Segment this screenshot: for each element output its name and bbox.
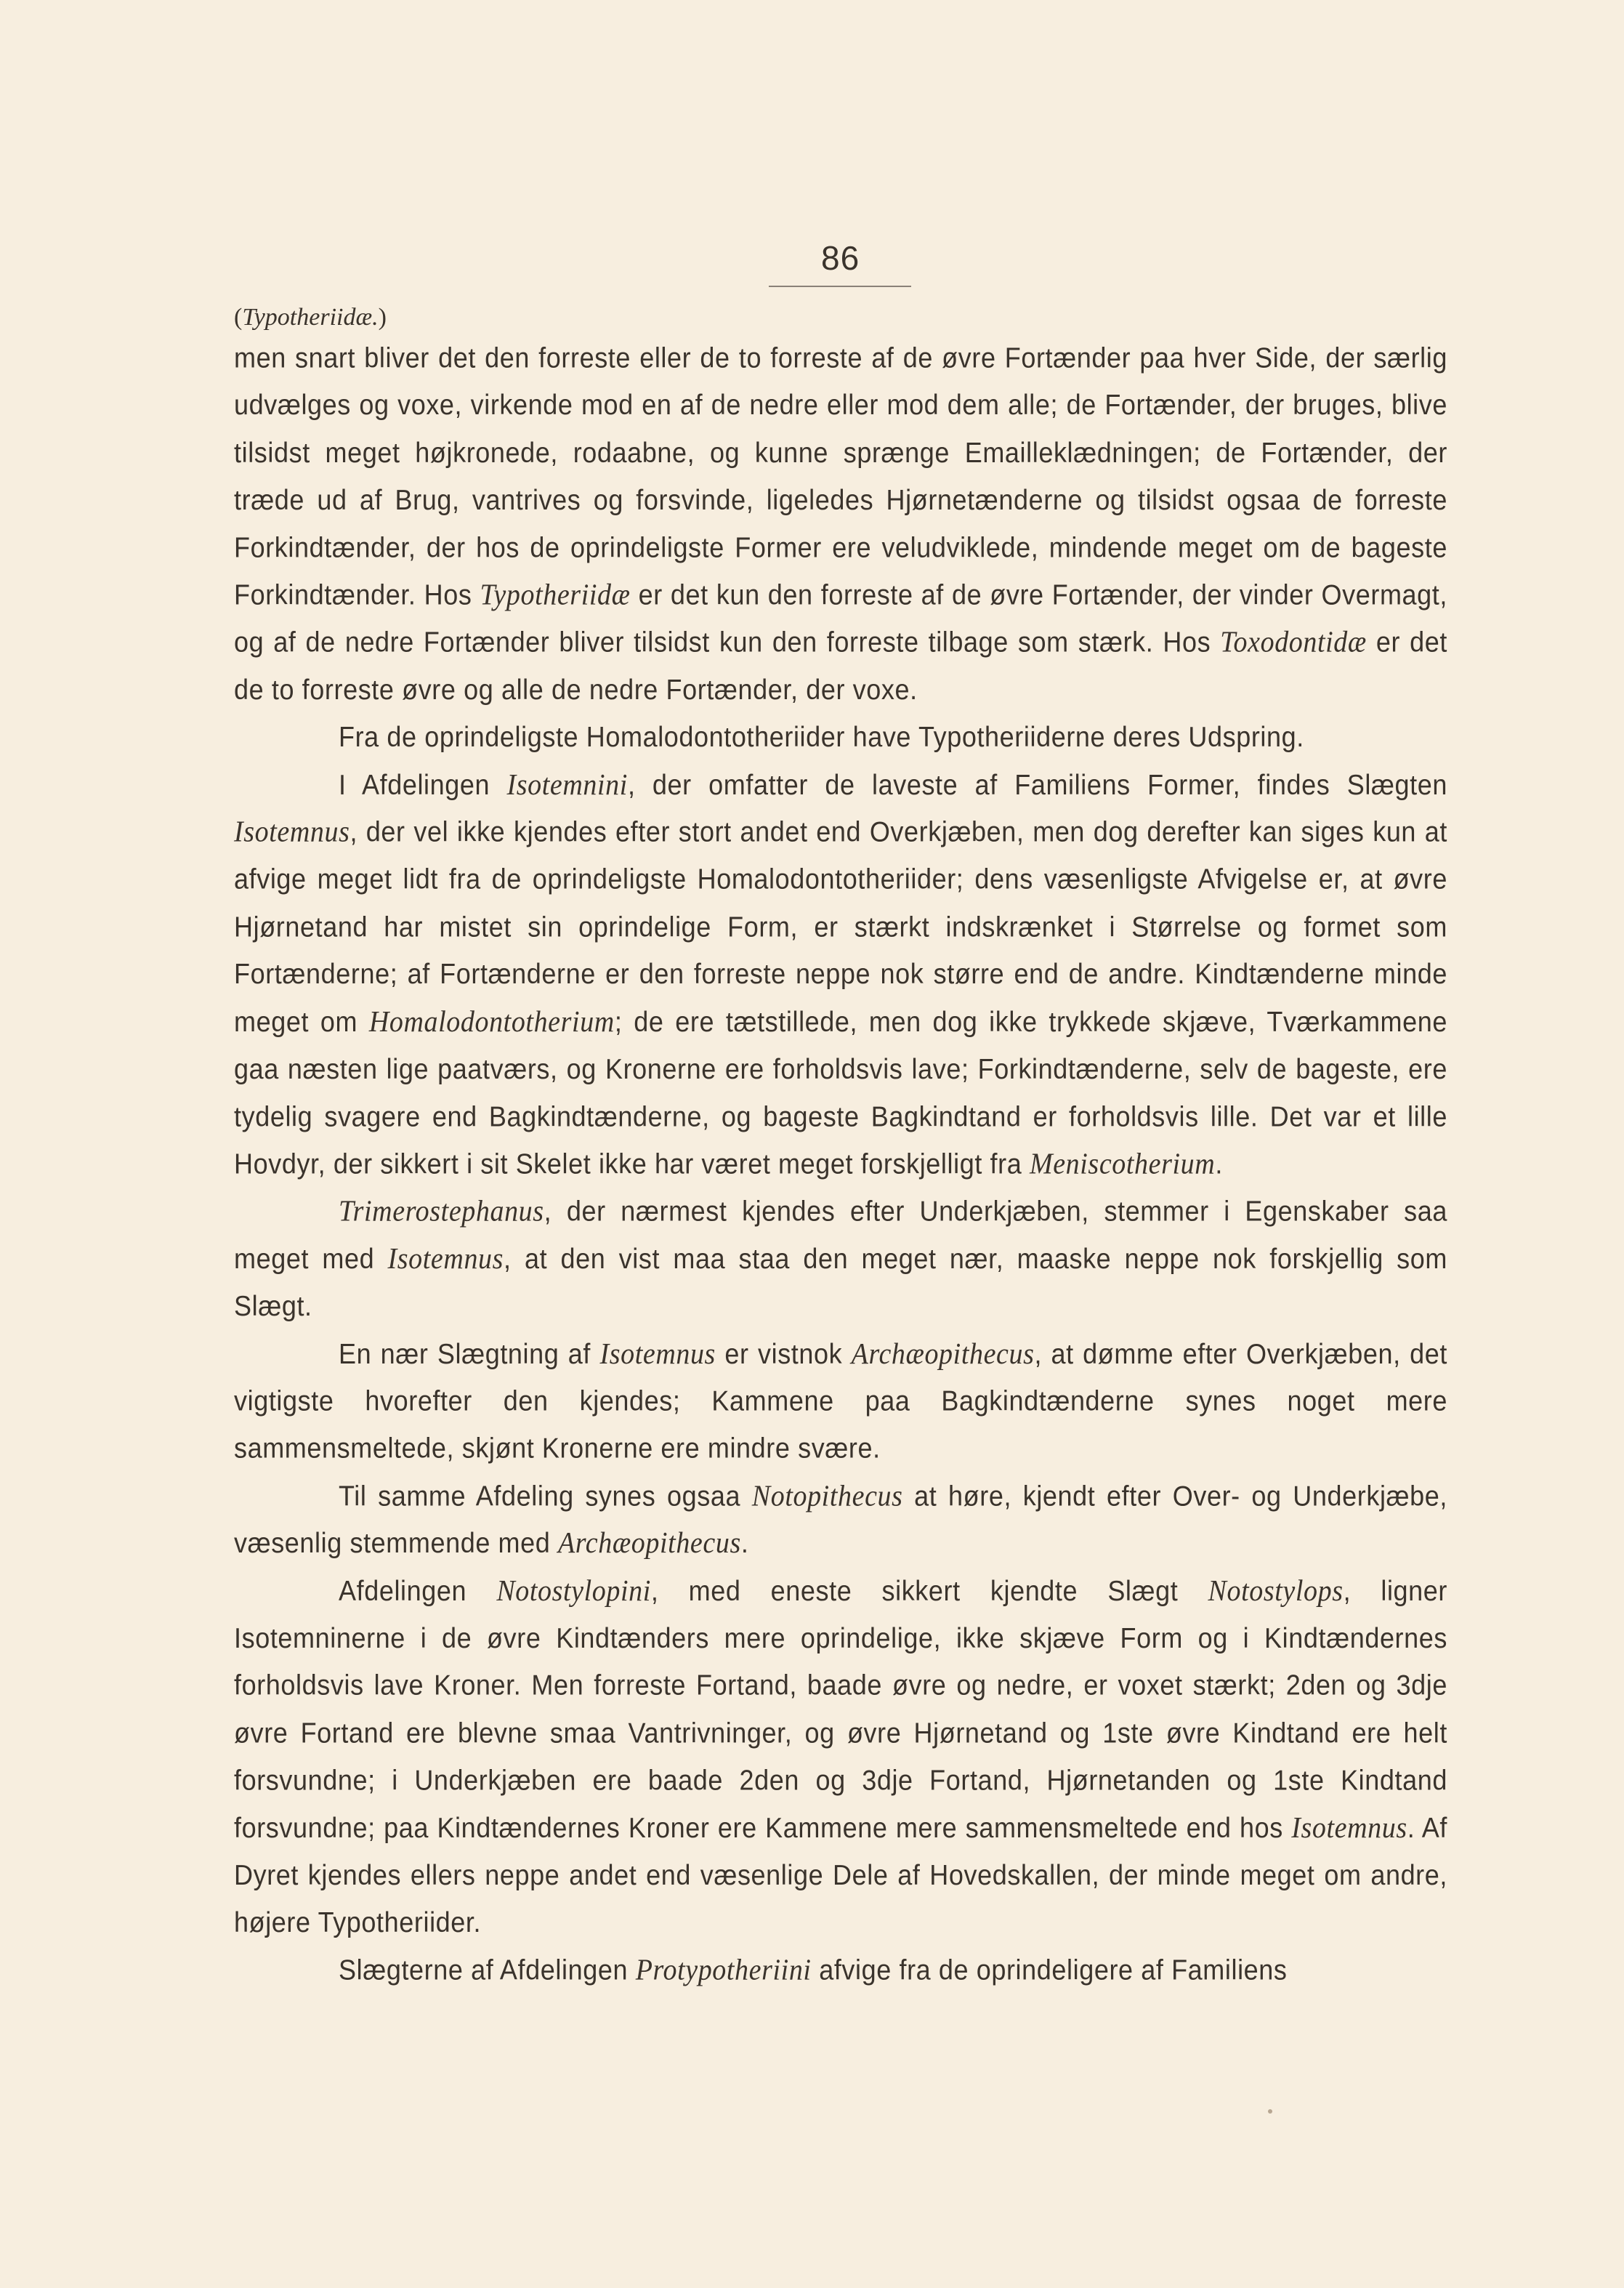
taxon-name: Typotheriidæ xyxy=(480,578,631,612)
text-run: men snart bliver det den forreste eller de to forreste af de øvre Fortænder paa hver Side, der særlig udvælges og voxe, virkende mod en af de nedre eller mod dem alle; de Fortænder, der bruges, blive tilsidst meget højkronede, rodaabne, og kunne sprænge Emailleklædningen; de Fortænder, der træde ud af Brug, vantrives og forsvinde, ligeledes Hjørnetænderne og tilsidst ogsaa de forreste Forkindtænder, der hos de oprindeligste Former ere veludviklede, mindende meget om de bageste Forkindtænder. Hos xyxy=(234,341,1447,611)
taxon-name: Archæopithecus xyxy=(851,1337,1035,1371)
text-run: er det kun den forreste af de øvre Fortænder, der vinder Overmagt, og af de nedre Fortænder bliver tilsidst kun den forreste tilbage som stærk. Hos xyxy=(234,578,1447,658)
text-run: , der omfatter de laveste af Familiens Former, findes Slægten xyxy=(627,768,1447,801)
text-run: En nær Slægtning af xyxy=(339,1337,600,1370)
taxon-name: Protypotheriini xyxy=(635,1953,812,1987)
text-run: afvige fra de oprindeligere af Familiens xyxy=(811,1953,1288,1986)
text-run: , at den vist maa staa den meget nær, maaske neppe nok forskjellig som Slægt. xyxy=(234,1242,1447,1322)
paragraph xyxy=(234,1188,1447,1330)
text-run: Fra de oprindeligste Homalodontotheriider have Typotheriiderne deres Udspring. xyxy=(339,720,1304,753)
taxon-name: Isotemnini xyxy=(506,768,628,802)
taxon-name: Isotemnus xyxy=(1291,1811,1407,1845)
text-run: , der vel ikke kjendes efter stort andet end Overkjæben, men dog derefter kan siges kun at afvige meget lidt fra de oprindeligste Homalodontotheriider; dens væsenligste Afvigelse er, at øvre Hjørnetand har mistet sin oprindelige Form, er stærkt indskrænket i Størrelse og formet som Fortænderne; af Fortænderne er den forreste neppe nok større end de andre. Kindtænderne minde meget om xyxy=(234,815,1447,1038)
text-run: , med eneste sikkert kjendte Slægt xyxy=(650,1574,1208,1607)
text-run: , der nærmest kjendes efter Underkjæben, stemmer i Egenskaber saa meget med xyxy=(234,1195,1447,1275)
taxon-name: Meniscotherium xyxy=(1029,1147,1216,1181)
taxon-name: Isotemnus xyxy=(387,1242,504,1276)
text-run: Til samme Afdeling synes ogsaa xyxy=(339,1479,752,1512)
body-text xyxy=(234,334,1447,1994)
text-run: er det de to forreste øvre og alle de nedre Fortænder, der voxe. xyxy=(234,626,1447,706)
text-run: , ligner Isotemninerne i de øvre Kindtænders mere oprindelige, ikke skjæve Form og i Kindtændernes forholdsvis lave Kroner. Men forreste Fortand, baade øvre og nedre, er voxet stærkt; 2den og 3dje øvre Fortand ere blevne smaa Vantrivninger, og øvre Hjørnetand og 1ste øvre Kindtand ere helt forsvundne; i Underkjæben ere baade 2den og 3dje Fortand, Hjørnetanden og 1ste Kindtand forsvundne; paa Kindtændernes Kroner ere Kammene mere sammensmeltede end hos xyxy=(234,1574,1448,1844)
paragraph xyxy=(234,714,1447,761)
text-run: I Afdelingen xyxy=(339,768,507,801)
page-number: 86 xyxy=(821,239,860,277)
text-run: . xyxy=(1215,1147,1223,1180)
text-run: ; de ere tætstillede, men dog ikke trykkede skjæve, Tværkammene gaa næsten lige paatværs, og Kronerne ere forholdsvis lave; Forkindtænderne, selv de bageste, ere tydelig svagere end Bagkindtænderne, og bageste Bagkindtand er forholdsvis lille. Det var et lille Hovdyr, der sikkert i sit Skelet ikke har været meget forskjelligt fra xyxy=(234,1005,1447,1180)
taxon-name: Homalodontotherium xyxy=(368,1005,615,1039)
taxon-name: Notopithecus xyxy=(751,1479,903,1512)
text-run: Afdelingen xyxy=(339,1574,497,1607)
taxon-name: Notostylopini xyxy=(496,1574,651,1608)
running-head-title: Typotheriidæ. xyxy=(242,304,379,331)
text-run: Slægterne af Afdelingen xyxy=(339,1953,636,1986)
paper-speck xyxy=(1268,2109,1272,2114)
paragraph xyxy=(234,761,1447,1188)
text-run: er vistnok xyxy=(715,1337,852,1370)
paragraph xyxy=(234,1946,1447,1994)
taxon-name: Isotemnus xyxy=(234,815,350,849)
taxon-name: Archæopithecus xyxy=(558,1526,741,1560)
text-run: at høre, kjendt efter Over- og Underkjæbe, væsenlig stemmende med xyxy=(234,1479,1447,1559)
taxon-name: Isotemnus xyxy=(599,1337,716,1371)
paragraph xyxy=(234,1473,1447,1567)
taxon-name: Notostylops xyxy=(1208,1574,1344,1608)
text-run: . Af Dyret kjendes ellers neppe andet end væsenlige Dele af Hovedskallen, der minde meget om andre, højere Typotheriider. xyxy=(234,1811,1447,1938)
text-run: , at dømme efter Overkjæben, det vigtigste hvorefter den kjendes; Kammene paa Bagkindtænderne synes noget mere sammensmeltede, skjønt Kronerne ere mindre svære. xyxy=(234,1337,1447,1465)
paragraph xyxy=(234,1567,1447,1946)
running-head: (Typotheriidæ.) xyxy=(234,304,387,331)
text-run: . xyxy=(740,1526,749,1559)
paragraph xyxy=(234,334,1447,714)
taxon-name: Toxodontidæ xyxy=(1220,626,1367,659)
taxon-name: Trimerostephanus xyxy=(339,1195,544,1228)
paragraph xyxy=(234,1330,1447,1473)
header-rule xyxy=(769,286,911,287)
